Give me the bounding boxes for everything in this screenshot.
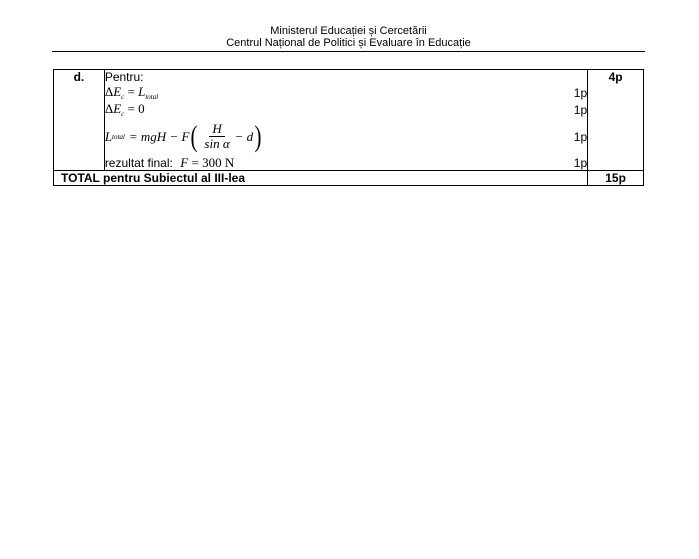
page-header: [52, 25, 645, 49]
scoring-line-4: [105, 155, 587, 170]
equation-total-work: L total = mgH − F ( $\frac{H}{\text{sin α}}$ − d ): [104, 119, 262, 153]
intro-text: Pentru:: [104, 70, 144, 84]
header-ministry: Ministerul Educației și Cercetării: [270, 25, 427, 37]
equation-energy-zero: $\Delta E_c = 0$: [104, 101, 145, 118]
row-points: 1p: [573, 102, 588, 117]
row-points: 1p: [573, 155, 588, 170]
total-points: 15p: [588, 171, 644, 186]
scoring-line-2: [105, 101, 587, 118]
total-label: TOTAL pentru Subiectul al III-lea: [54, 171, 588, 186]
item-body: [104, 70, 587, 171]
fraction: $\frac{H}{\text{sin α}}$: [204, 121, 230, 151]
scoring-line-3: [105, 118, 587, 155]
row-points: 1p: [573, 129, 588, 144]
equation-energy-work: $\Delta E_c = L_{total}$: [104, 84, 159, 101]
item-label: d.: [54, 70, 105, 171]
header-divider: [52, 51, 645, 52]
intro-line: [105, 70, 587, 84]
scoring-table: [53, 69, 644, 186]
table-row: [54, 70, 644, 171]
final-result: rezultat final: F = 300 N: [104, 154, 235, 170]
header-center: Centrul Național de Politici și Evaluare în Educație: [226, 37, 471, 49]
scoring-line-1: [105, 84, 587, 101]
item-points: 4p: [588, 70, 644, 171]
row-points: 1p: [573, 85, 588, 100]
total-row: [54, 171, 644, 186]
